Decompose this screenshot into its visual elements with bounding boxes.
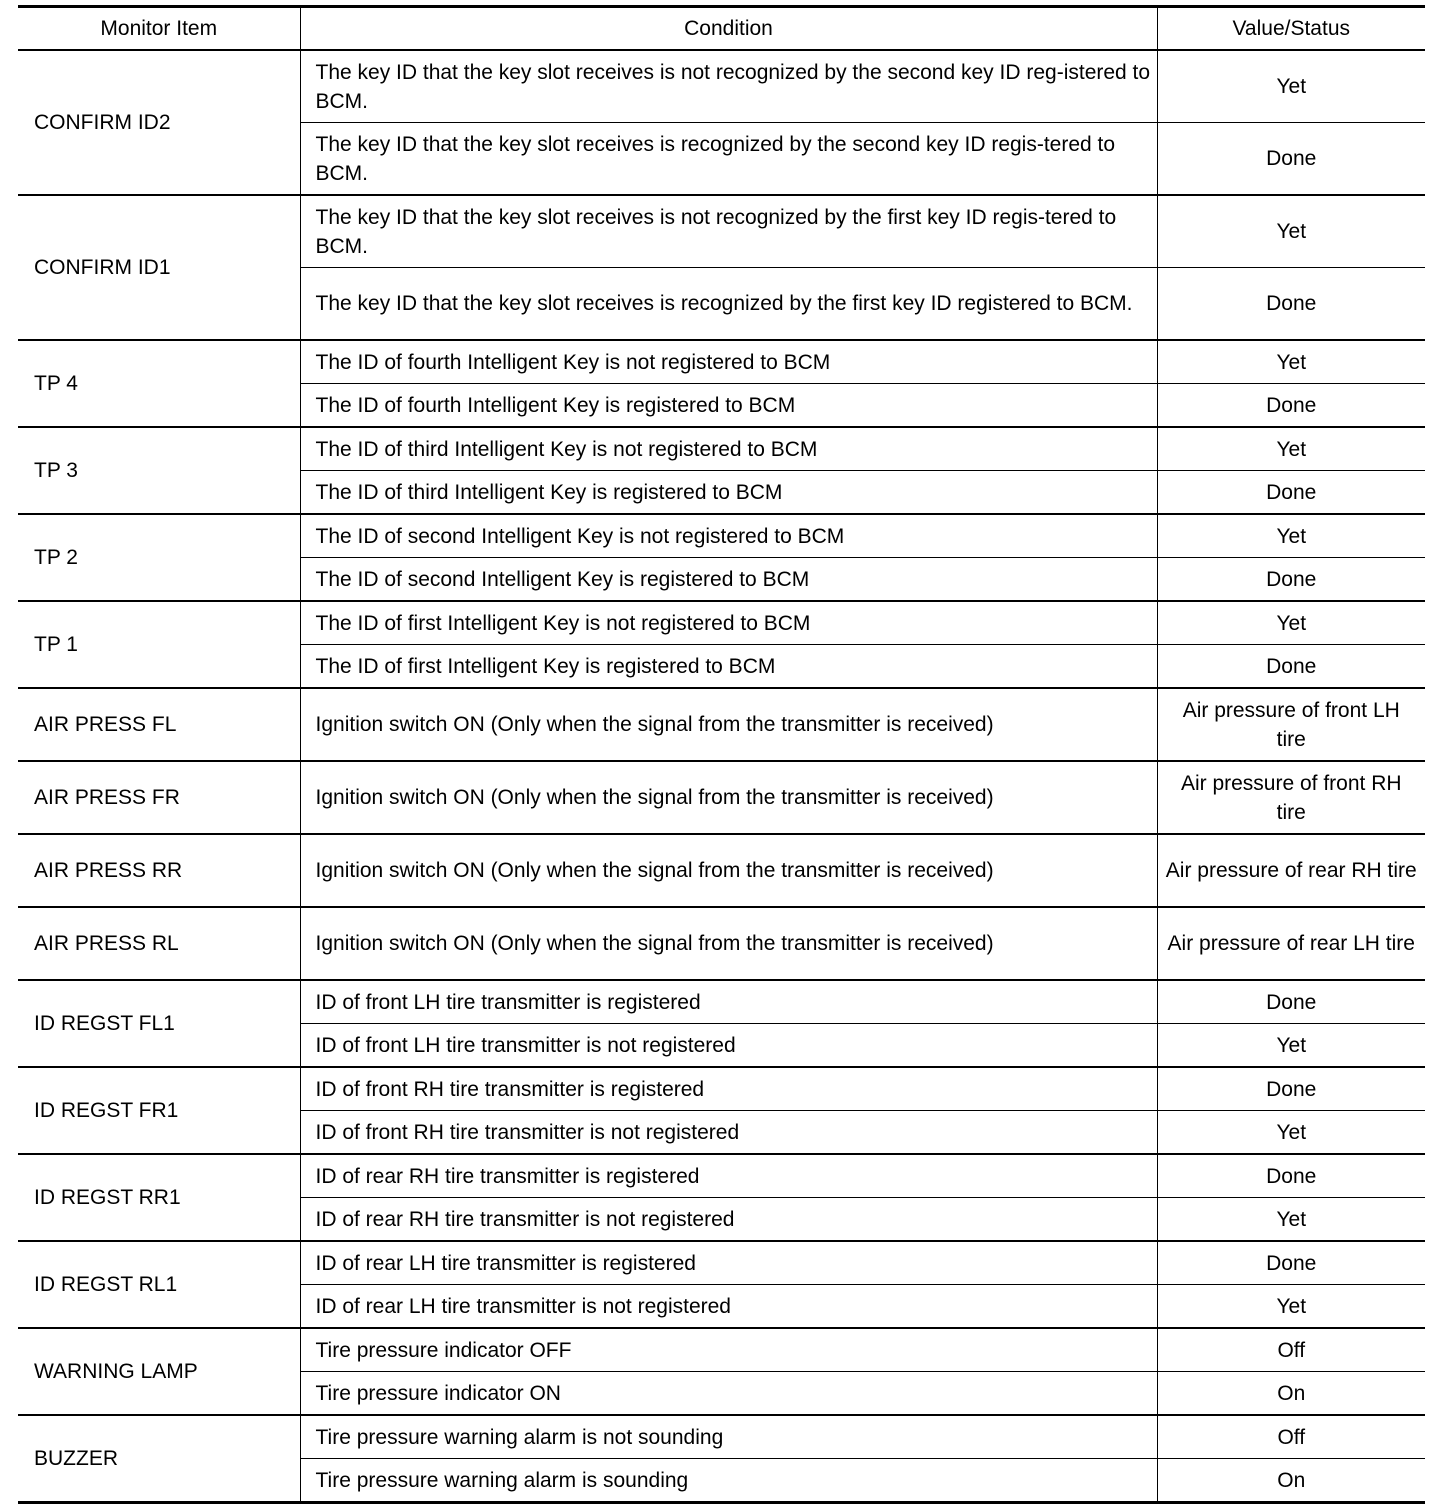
monitor-item-cell: TP 4 bbox=[18, 340, 300, 427]
value-status-cell: Done bbox=[1157, 980, 1425, 1024]
condition-cell: ID of rear RH tire transmitter is not registered bbox=[300, 1198, 1157, 1242]
condition-cell: The key ID that the key slot receives is recognized by the first key ID registered to BCM. bbox=[300, 268, 1157, 341]
table-row bbox=[18, 601, 1425, 645]
value-status-cell: Yet bbox=[1157, 601, 1425, 645]
value-status-cell: Yet bbox=[1157, 1024, 1425, 1068]
condition-cell: Ignition switch ON (Only when the signal from the transmitter is received) bbox=[300, 834, 1157, 907]
condition-cell: Ignition switch ON (Only when the signal from the transmitter is received) bbox=[300, 907, 1157, 980]
condition-cell: ID of rear RH tire transmitter is registered bbox=[300, 1154, 1157, 1198]
table-row bbox=[18, 340, 1425, 384]
value-status-cell: Yet bbox=[1157, 1111, 1425, 1155]
condition-cell: The ID of second Intelligent Key is registered to BCM bbox=[300, 558, 1157, 602]
condition-cell: Tire pressure indicator ON bbox=[300, 1372, 1157, 1416]
condition-cell: The key ID that the key slot receives is not recognized by the first key ID regis-tered to BCM. bbox=[300, 195, 1157, 268]
condition-cell: The ID of fourth Intelligent Key is registered to BCM bbox=[300, 384, 1157, 428]
table-row bbox=[18, 1241, 1425, 1285]
value-status-cell: Done bbox=[1157, 1154, 1425, 1198]
value-status-cell: Yet bbox=[1157, 514, 1425, 558]
value-status-cell: Yet bbox=[1157, 1285, 1425, 1329]
table-row bbox=[18, 50, 1425, 123]
condition-cell: The ID of fourth Intelligent Key is not registered to BCM bbox=[300, 340, 1157, 384]
table-row bbox=[18, 427, 1425, 471]
condition-cell: Tire pressure warning alarm is not sounding bbox=[300, 1415, 1157, 1459]
condition-cell: The ID of third Intelligent Key is registered to BCM bbox=[300, 471, 1157, 515]
condition-cell: The ID of second Intelligent Key is not registered to BCM bbox=[300, 514, 1157, 558]
condition-cell: Ignition switch ON (Only when the signal from the transmitter is received) bbox=[300, 688, 1157, 761]
condition-cell: The ID of third Intelligent Key is not registered to BCM bbox=[300, 427, 1157, 471]
table-row bbox=[18, 1415, 1425, 1459]
monitor-table bbox=[18, 5, 1425, 1504]
value-status-cell: Done bbox=[1157, 558, 1425, 602]
monitor-item-cell: AIR PRESS FL bbox=[18, 688, 300, 761]
monitor-item-cell: BUZZER bbox=[18, 1415, 300, 1503]
condition-cell: The key ID that the key slot receives is not recognized by the second key ID reg-istered to BCM. bbox=[300, 50, 1157, 123]
header-value-status: Value/Status bbox=[1157, 7, 1425, 51]
table-row bbox=[18, 514, 1425, 558]
value-status-cell: Air pressure of front RH tire bbox=[1157, 761, 1425, 834]
condition-cell: The ID of first Intelligent Key is not registered to BCM bbox=[300, 601, 1157, 645]
value-status-cell: Yet bbox=[1157, 340, 1425, 384]
condition-cell: ID of front RH tire transmitter is not registered bbox=[300, 1111, 1157, 1155]
monitor-item-cell: ID REGST RR1 bbox=[18, 1154, 300, 1241]
condition-cell: ID of front RH tire transmitter is registered bbox=[300, 1067, 1157, 1111]
monitor-item-cell: TP 3 bbox=[18, 427, 300, 514]
value-status-cell: Yet bbox=[1157, 1198, 1425, 1242]
value-status-cell: Air pressure of rear LH tire bbox=[1157, 907, 1425, 980]
value-status-cell: Air pressure of rear RH tire bbox=[1157, 834, 1425, 907]
table-row bbox=[18, 195, 1425, 268]
monitor-item-cell: CONFIRM ID2 bbox=[18, 50, 300, 195]
table-row bbox=[18, 688, 1425, 761]
table-row bbox=[18, 907, 1425, 980]
table-row bbox=[18, 761, 1425, 834]
table-row bbox=[18, 834, 1425, 907]
condition-cell: Ignition switch ON (Only when the signal from the transmitter is received) bbox=[300, 761, 1157, 834]
condition-cell: The ID of first Intelligent Key is registered to BCM bbox=[300, 645, 1157, 689]
condition-cell: Tire pressure indicator OFF bbox=[300, 1328, 1157, 1372]
value-status-cell: Done bbox=[1157, 123, 1425, 196]
value-status-cell: On bbox=[1157, 1372, 1425, 1416]
value-status-cell: Off bbox=[1157, 1328, 1425, 1372]
condition-cell: ID of rear LH tire transmitter is not registered bbox=[300, 1285, 1157, 1329]
value-status-cell: Done bbox=[1157, 268, 1425, 341]
header-monitor-item: Monitor Item bbox=[18, 7, 300, 51]
value-status-cell: Done bbox=[1157, 471, 1425, 515]
monitor-item-cell: TP 2 bbox=[18, 514, 300, 601]
table-row bbox=[18, 1067, 1425, 1111]
condition-cell: Tire pressure warning alarm is sounding bbox=[300, 1459, 1157, 1503]
value-status-cell: Done bbox=[1157, 645, 1425, 689]
monitor-item-cell: CONFIRM ID1 bbox=[18, 195, 300, 340]
table-row bbox=[18, 1154, 1425, 1198]
table-header-row bbox=[18, 7, 1425, 51]
monitor-item-cell: AIR PRESS FR bbox=[18, 761, 300, 834]
condition-cell: ID of front LH tire transmitter is not registered bbox=[300, 1024, 1157, 1068]
value-status-cell: Yet bbox=[1157, 427, 1425, 471]
value-status-cell: Yet bbox=[1157, 195, 1425, 268]
value-status-cell: Done bbox=[1157, 384, 1425, 428]
monitor-item-cell: AIR PRESS RR bbox=[18, 834, 300, 907]
monitor-item-cell: ID REGST FL1 bbox=[18, 980, 300, 1067]
monitor-item-cell: TP 1 bbox=[18, 601, 300, 688]
value-status-cell: Yet bbox=[1157, 50, 1425, 123]
table-body bbox=[18, 50, 1425, 1503]
value-status-cell: On bbox=[1157, 1459, 1425, 1503]
monitor-item-cell: WARNING LAMP bbox=[18, 1328, 300, 1415]
value-status-cell: Done bbox=[1157, 1067, 1425, 1111]
condition-cell: The key ID that the key slot receives is recognized by the second key ID regis-tered to BCM. bbox=[300, 123, 1157, 196]
value-status-cell: Done bbox=[1157, 1241, 1425, 1285]
condition-cell: ID of front LH tire transmitter is registered bbox=[300, 980, 1157, 1024]
table-row bbox=[18, 980, 1425, 1024]
monitor-item-cell: ID REGST RL1 bbox=[18, 1241, 300, 1328]
table-row bbox=[18, 1328, 1425, 1372]
value-status-cell: Air pressure of front LH tire bbox=[1157, 688, 1425, 761]
header-condition: Condition bbox=[300, 7, 1157, 51]
value-status-cell: Off bbox=[1157, 1415, 1425, 1459]
condition-cell: ID of rear LH tire transmitter is registered bbox=[300, 1241, 1157, 1285]
monitor-item-cell: AIR PRESS RL bbox=[18, 907, 300, 980]
monitor-item-cell: ID REGST FR1 bbox=[18, 1067, 300, 1154]
